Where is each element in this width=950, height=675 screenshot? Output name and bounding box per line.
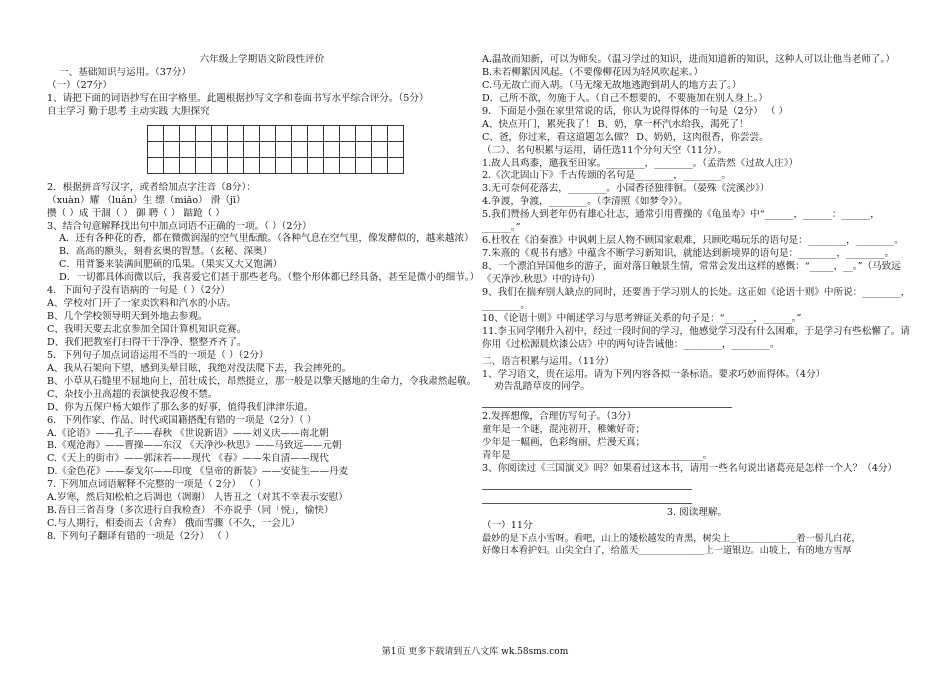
question-8-option-c: C.马无故亡而入胡。（马无缘无故地逃跑到胡人的地方去了。） (482, 79, 742, 91)
question-4-option-a: A、学校对门开了一家卖饮料和汽水的小店。 (47, 298, 237, 310)
page-title: 六年级上学期语文阶段性评价 (199, 54, 325, 65)
question-9: 9．下面是小强在家里常说的话，你认为说得得体的一句是（2分） （ ） (482, 105, 789, 117)
reading-passage-line-1: 最妙的是下点小雪呀。看吧，山上的矮松越发的青黑，树尖上____________着一髻儿白花， (482, 532, 861, 544)
poem-item-7: 7.朱熹的《观书有感》中蕴含不断学习新知识，就能达到新境界的语句是：________，________。 (482, 248, 895, 260)
question-8-option-d: D．己所不欲，勿施于人。（自己不想要的，不要施加在别人身上。） (482, 92, 768, 104)
poem-item-10: 10、《论语十则》中阐述学习与思考辨证关系的句子是：“______，______。” (482, 312, 802, 324)
reading-passage-line-2: 好像日本看护妇。山尖全白了，给蓝天____________上一道银边。山坡上，有的地方雪厚 (482, 545, 852, 557)
question-8-option-b: B.未若柳絮因风起。（不要像柳花因为轻风吹起来。） (482, 66, 704, 78)
imitation-question: 2.发挥想像，合理仿写句子。（3分） (482, 411, 637, 423)
tianzige-grid[interactable] (147, 125, 404, 174)
question-4: 4．下面句子没有语病的一句是（ ）（2分） (47, 285, 231, 297)
section-2-heading: （二）、名句积累与运用，请任选11个分句天空（11分）。 (482, 144, 728, 156)
question-6-option-c: C.《天上的街市》——郭沫若——现代 《春》——朱自清——现代 (47, 453, 329, 465)
question-2: 2．根据拼音写汉字，或者给加点字注音（8分）： (47, 181, 256, 193)
question-9-options-cd: C、爸，你过来，看这道题怎么做？ D、奶奶，这肉很香，你尝尝。 (482, 131, 769, 143)
right-column (482, 54, 912, 558)
poem-item-5: 5.我们赞扬人到老年仍有雄心壮志，通常引用曹操的《龟虽寿》中“______，______：______，______。” (482, 209, 880, 234)
page-footer: 第1页 更多下载请到五八文库 wk.58sms.com (381, 647, 569, 657)
section-3-heading: 二、语言积累与运用。（11分） (482, 355, 615, 367)
poem-item-9: 9、我们在揣弃别人缺点的同时，还要善于学习别人的长处。这正如《论语十则》中所说：________，________。 (482, 286, 911, 311)
question-6-option-b: B.《观沧海》——曹操——东汉 《天净沙·秋思》——马致远——元朝 (47, 440, 342, 452)
question-7-option-b: B.吾日三省吾身（多次进行自我检查） 不亦说乎（同「悦」，愉快） (47, 505, 334, 517)
imitation-line-3: 青年是________________________________________。 (482, 450, 713, 462)
question-5-option-b: B、小草从石缝里不屈地向上，茁壮成长，昂然挺立，那一般是以擎天撼地的生命力，令我肃然起敬。 (47, 375, 477, 387)
question-5-option-c: C、杂技小丑高超的表演使我忍俊不禁。 (47, 388, 218, 400)
question-9-options-ab: A、快点开门，累死我了！ B、奶，拿一杯汽水给我，渴死了！ (482, 118, 749, 130)
question-5-option-d: D、你为五保户杨大娘作了那么多的好事，值得我们津津乐道。 (47, 401, 314, 413)
slogan-prompt: 劝告乱踏草皮的同学。 (494, 381, 590, 393)
question-2-line-1: （xuàn）耀 （luán）生 缥（miǎo） 滑（jī） (47, 194, 246, 206)
section-1a-heading: （一）（27分） (47, 79, 112, 91)
question-6-option-a: A.《论语》——孔子——春秋 《世说新语》——刘义庆——南北朝 (47, 427, 329, 439)
question-5: 5．下列句子加点词语运用不当的一项是（ ）（2分） (47, 349, 269, 361)
question-8: 8. 下列句子翻译有错的一项是（2分） （ ） (47, 531, 235, 542)
question-4-option-d: D、我们把教室打扫得干干净净、整整齐齐了。 (47, 336, 247, 348)
question-3: 3、结合句意解释找出句中加点词语不正确的一项。（ ）（2分） (47, 220, 312, 232)
poem-item-4: 4.争渡，争渡，________。（李清照《如梦令》）。 (482, 196, 688, 208)
imitation-line-1: 童年是一个谜，混沌初开，稚嫩好奇； (482, 424, 646, 436)
question-5-option-a: A、我从石架向下望，感到头晕目眩，我绝对没法爬下去，我会摔死的。 (47, 362, 352, 374)
section-4a-heading: （一）11分 (482, 520, 533, 531)
three-kingdoms-answer-line-2[interactable] (482, 493, 692, 504)
question-1-words: 自主学习 勤于思考 主动实践 大胆探究 (47, 105, 210, 117)
imitation-line-2: 少年是一幅画，色彩绚丽，烂漫天真； (482, 437, 646, 449)
poem-item-3: 3.无可奈何花落去，________。小园香径独徘徊。（晏殊《浣溪沙》） (482, 183, 770, 195)
section-1-heading: 一、基础知识与运用。（37分） (59, 66, 192, 78)
slogan-answer-line[interactable] (482, 397, 732, 408)
three-kingdoms-question: 3、你阅读过《三国演义》吗？如果看过这本书，请用一些名句说出诸葛亮是怎样一个人？（4分） (482, 463, 898, 475)
poem-item-2: 2.《次北固山下》千古传颂的名句是________，________。 (482, 170, 731, 182)
question-7-option-c: C.与人期行，相委而去（舍弃） 俄而雪骤（不久，一会儿） (47, 518, 300, 530)
question-7: 7. 下列加点词语解释不完整的一项是（ 2分） （ ） (47, 479, 267, 491)
question-3-option-b: B．高高的额头，刻着玄奥的智慧。（玄秘、深奥） (59, 246, 273, 258)
question-6: 6．下列作家、作品、时代或国籍搭配有错的一项是（2分）（ ） (47, 414, 317, 426)
poem-item-6: 6.杜牧在《泊秦淮》中讽刺上层人物不顾国家艰难，只顾吃喝玩乐的语句是：________，________。 (482, 235, 904, 247)
question-2-line-2: 攒（ ）成 干涸（ ） 御 聘（ ） 踮跄（ ） (47, 207, 225, 219)
question-3-option-c: C．用背篓来装满间肥硕的瓜果。（果实又大又饱满） (59, 259, 283, 271)
question-4-option-b: B、几个学校领导明天到外地去参观。 (47, 311, 208, 323)
question-7-option-a: A.岁寒，然后知松柏之后凋也（凋谢） 人皆丑之（对其不幸表示安慰） (47, 492, 348, 504)
question-3-option-a: A．还有各种花的香，都在微微润湿的空气里酝酿。（各种气息在空气里，像发酵似的，越来越浓） (59, 233, 474, 245)
question-8-option-a: A.温故而知新，可以为师矣。（温习学过的知识，进而知道新的知识，这种人可以让他当老师了。） (482, 54, 895, 65)
question-4-option-c: C、我明天要去北京参加全国计算机知识竞赛。 (47, 324, 247, 335)
question-3-option-d: D．一切都具体而微以后，我喜爱它们甚于那些老鸟。（整个形体都已经具备，甚至是微小的细节。） (59, 272, 480, 284)
poem-item-8: 8、一个漂泊异国他乡的游子，面对落日触景生情，常常会发出这样的感慨：“_____，__。”（马致远《天净沙.秋思》中的诗句） (482, 261, 901, 285)
poem-item-11: 11.李玉同学刚升入初中，经过一段时间的学习，他感觉学习没有什么困难，于是学习有些松懈了。请你用《过松源晨炊漆公店》中的两句诗告诫他：________，________。 (482, 325, 910, 350)
slogan-question: 1、学习语文，贵在运用。请为下列内容各拟一条标语。要求巧妙而得体。（4分） (482, 368, 826, 380)
poem-item-1: 1.故人具鸡黍，邀我至田家。________，________。（孟浩然《过故人庄》） (482, 157, 799, 169)
question-1: 1、请把下面的词语抄写在田字格里。此题根据抄写文字和卷面书写水平综合评分。（5分） (47, 92, 429, 104)
left-column (47, 54, 480, 544)
question-6-option-d: D.《金色花》——泰戈尔——印度 《皇帝的新装》——安徒生——丹麦 (47, 466, 349, 478)
section-4-heading: 3. 阅读理解。 (666, 507, 728, 519)
three-kingdoms-answer-line-1[interactable] (482, 479, 692, 490)
